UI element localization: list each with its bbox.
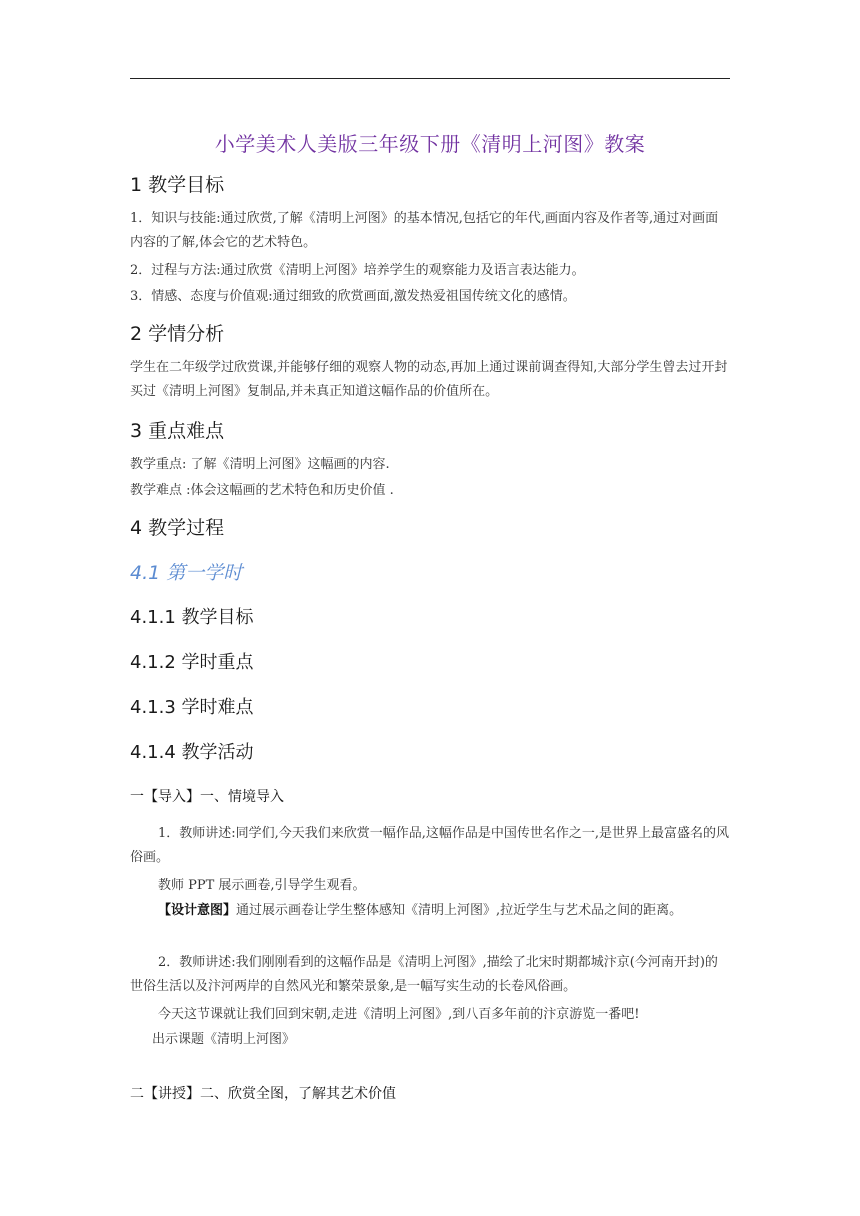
heading-first-period: 4.1 第一学时 [130,562,243,584]
key-point-text: 教学重点: 了解《清明上河图》这幅画的内容. [130,457,390,472]
intro-paragraph-2: 教师 PPT 展示画卷,引导学生观看。 [158,878,366,893]
heading-teaching-process: 4 教学过程 [130,517,225,539]
heading-4-1-2: 4.1.2 学时重点 [130,652,254,673]
intro-paragraph-5: 今天这节课就让我们回到宋朝,走进《清明上河图》,到八百多年前的汴京游览一番吧! [158,1007,640,1022]
design-intent-label: 【设计意图】 [158,903,237,918]
heading-key-points: 3 重点难点 [130,420,225,442]
design-intent-text: 通过展示画卷让学生整体感知《清明上河图》,拉近学生与艺术品之间的距离。 [236,903,683,918]
difficult-point-text: 教学难点 :体会这幅画的艺术特色和历史价值 . [130,483,394,498]
intro-design-intent [130,899,730,923]
section-lecture-heading: 二【讲授】二、欣赏全图，了解其艺术价值 [130,1086,396,1102]
goal-item-3: 3．情感、态度与价值观:通过细致的欣赏画面,激发热爱祖国传统文化的感情。 [130,289,576,304]
header-rule [130,78,730,79]
heading-teaching-goals: 1 教学目标 [130,174,225,196]
heading-learner-analysis: 2 学情分析 [130,323,225,345]
goal-item-1: 1．知识与技能:通过欣赏,了解《清明上河图》的基本情况,包括它的年代,画面内容及作者等,通过对画面内容的了解,体会它的艺术特色。 [130,211,719,250]
document-title: 小学美术人美版三年级下册《清明上河图》教案 [214,132,646,156]
section-intro-heading: 一【导入】一、情境导入 [130,789,284,805]
heading-4-1-1: 4.1.1 教学目标 [130,607,254,628]
intro-paragraph-6: 出示课题《清明上河图》 [152,1032,296,1047]
learner-analysis-text: 学生在二年级学过欣赏课,并能够仔细的观察人物的动态,再加上通过课前调查得知,大部分学生曾去过开封买过《清明上河图》复制品,并未真正知道这幅作品的价值所在。 [130,360,728,399]
intro-paragraph-1: 1．教师讲述:同学们,今天我们来欣赏一幅作品,这幅作品是中国传世名作之一,是世界上最富盛名的风俗画。 [130,826,730,865]
goal-item-2: 2．过程与方法:通过欣赏《清明上河图》培养学生的观察能力及语言表达能力。 [130,263,585,278]
heading-4-1-4: 4.1.4 教学活动 [130,742,254,763]
heading-4-1-3: 4.1.3 学时难点 [130,697,254,718]
intro-paragraph-4: 2．教师讲述:我们刚刚看到的这幅作品是《清明上河图》,描绘了北宋时期都城汴京(今河南开封)的世俗生活以及汴河两岸的自然风光和繁荣景象,是一幅写实生动的长卷风俗画。 [130,955,718,994]
